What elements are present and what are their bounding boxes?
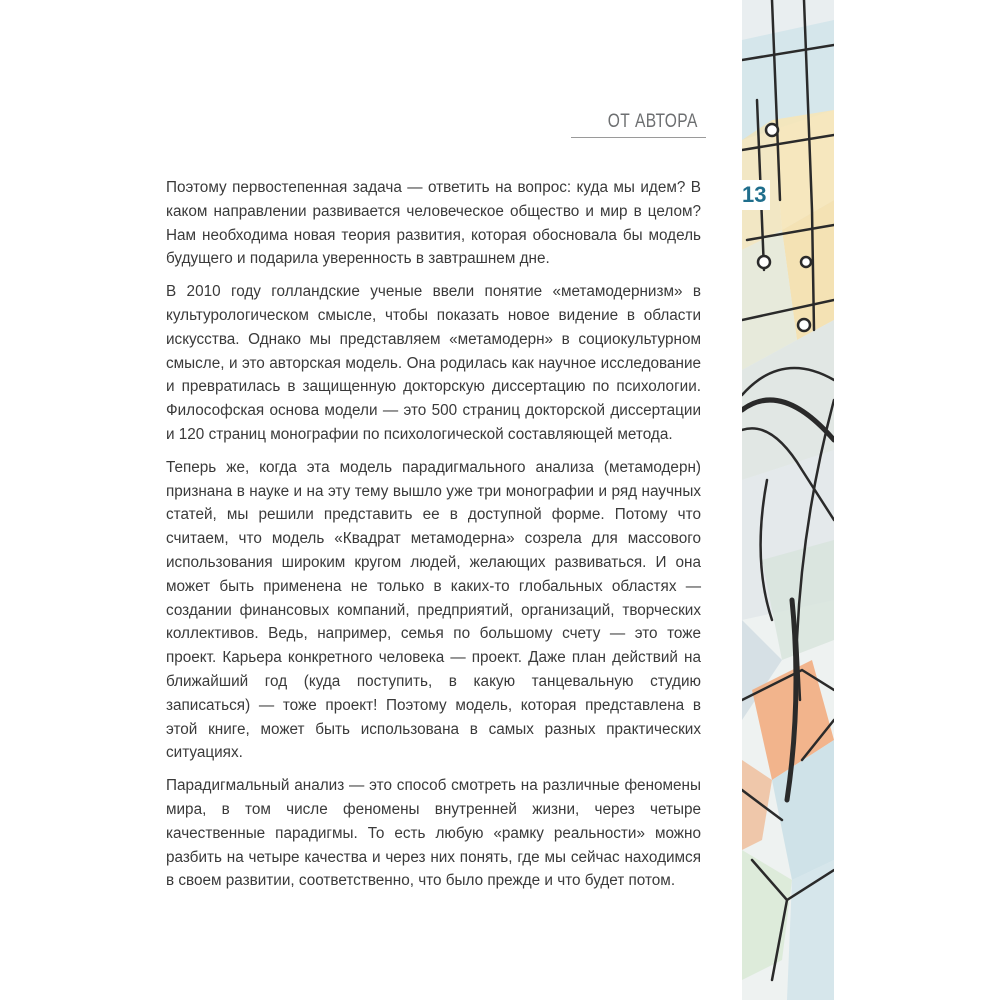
paragraph-1: Поэтому первостепенная задача — ответить на вопрос: куда мы идем? В каком направлении развивается человеческое общество и мир в целом? Нам необходима новая теория развития, которая обосновала бы модель будущего и подарила уверенность в завтрашнем дне.: [166, 179, 701, 268]
sketch-illustration: [742, 0, 834, 1000]
section-title: ОТ АВТОРА: [607, 111, 698, 132]
paragraph-3: Теперь же, когда эта модель парадигмального анализа (метамодерн) признана в науке и на эту тему вышло уже три монографии и ряд научных статей, мы решили представить ее в доступной форме. Потому что считаем, что модель «Квадрат метамодерна» созрела для массового использования широким кругом людей, желающих развиваться. И она может быть применена не только в каких-то глобальных областях — создании финансовых компаний, предприятий, организаций, творческих коллективов. Ведь, например, семья по большому счету — это тоже проект. Карьера конкретного человека — проект. Даже план действий на ближайший год (куда поступить, в какую танцевальную студию записаться) — тоже проект! Поэтому модель, которая представлена в этой книге, может быть использована в самых разных практических ситуациях.: [166, 458, 701, 762]
body-text: [166, 176, 701, 902]
header-divider: [571, 137, 706, 138]
page-number: 13: [740, 180, 770, 210]
decorative-art-strip: [742, 0, 834, 1000]
paragraph-4: Парадигмальный анализ — это способ смотреть на различные феномены мира, в том числе феномены внутренней жизни, через четыре качественные парадигмы. То есть любую «рамку реальности» можно разбить на четыре качества и через них понять, где мы сейчас находимся в своем развитии, соответственно, что было прежде и что будет потом.: [166, 777, 701, 890]
paragraph-2: В 2010 году голландские ученые ввели понятие «метамодернизм» в культурологическом смысле, чтобы показать новое видение в области искусства. Однако мы представляем «метамодерн» в социокультурном смысле, и это авторская модель. Она родилась как научное исследование и превратилась в защищенную докторскую диссертацию по психологии. Философская основа модели — это 500 страниц докторской диссертации и 120 страниц монографии по психологической составляющей метода.: [166, 283, 701, 443]
